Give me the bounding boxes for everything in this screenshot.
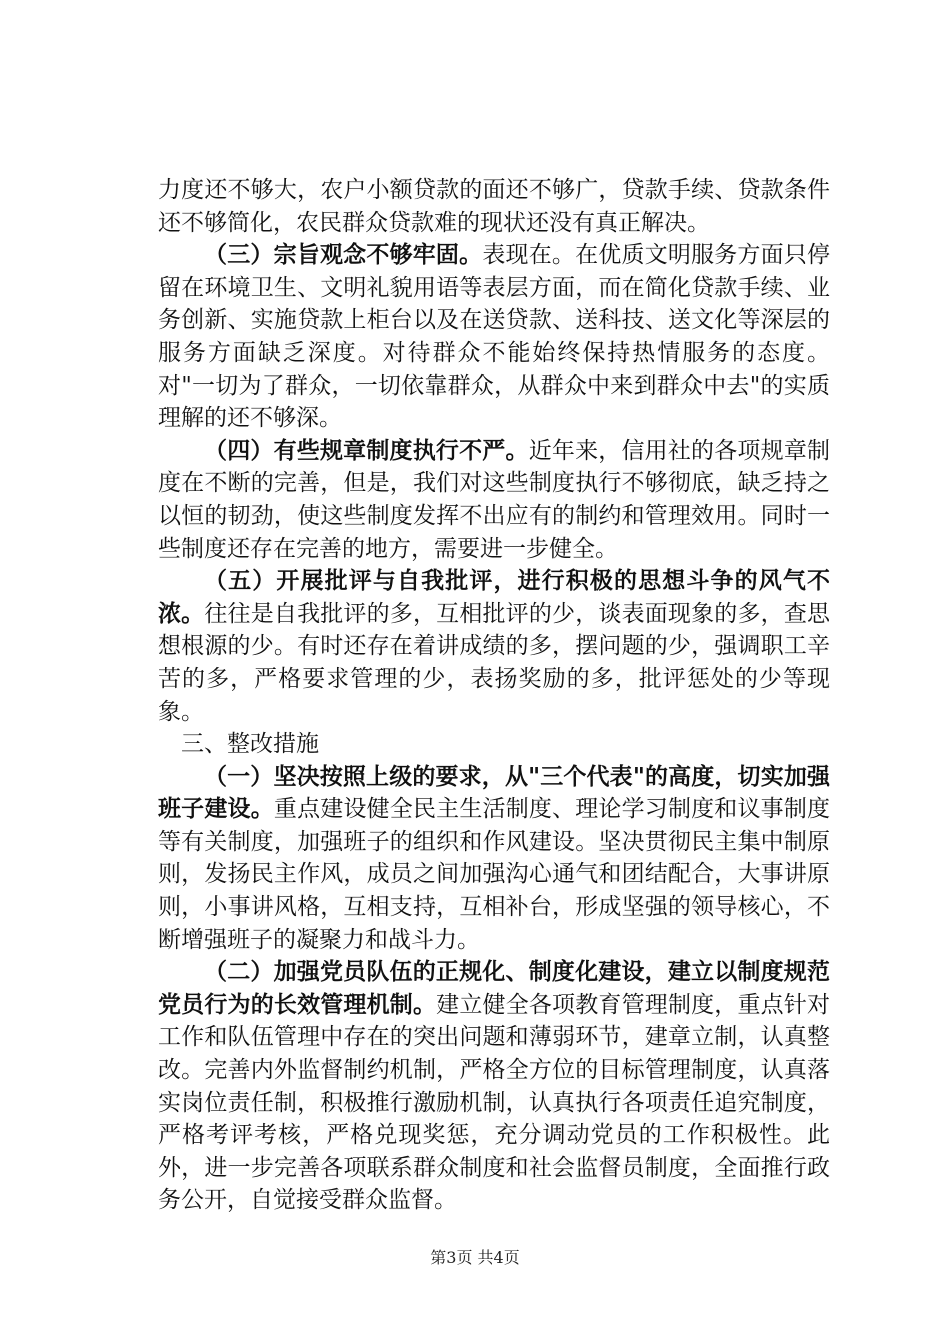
paragraph-heading: （一）坚决按照上级的要求，从"三个代表"的高度，切实加强班子建设。 (158, 762, 830, 823)
paragraph-text: 重点建设健全民主生活制度、理论学习制度和议事制度等有关制度，加强班子的组织和作风建设。坚决贯彻民主集中制原则，发扬民主作风，成员之间加强沟心通气和团结配合，大事讲原则，小事讲风格，互相支持，互相补台，形成坚强的领导核心，不断增强班子的凝聚力和战斗力。 (158, 796, 831, 953)
section-heading-text: 三、整改措施 (181, 731, 319, 758)
paragraph-heading: （三）宗旨观念不够牢固。 (204, 241, 483, 269)
paragraph-section-4 (158, 435, 830, 565)
page-footer: 第3页 共4页 (430, 1248, 520, 1267)
paragraph-heading: （四）有些规章制度执行不严。 (204, 436, 529, 464)
document-body (158, 174, 830, 1217)
paragraph-text: 建立健全各项教育管理制度，重点针对工作和队伍管理中存在的突出问题和薄弱环节，建章立制，认真整改。完善内外监督制约机制，严格全方位的目标管理制度，认真落实岗位责任制，积极推行激励机制，认真执行各项责任追究制度，严格考评考核，严格兑现奖惩，充分调动党员的工作积极性。此外，进一步完善各项联系群众制度和社会监督员制度，全面推行政务公开，自觉接受群众监督。 (158, 991, 831, 1214)
section-heading-rectification (158, 728, 830, 761)
paragraph-measure-1 (158, 761, 830, 957)
paragraph-continuation (158, 174, 830, 239)
paragraph-section-3 (158, 239, 830, 435)
paragraph-heading: （五）开展批评与自我批评，进行积极的思想斗争的风气不浓。 (158, 567, 830, 627)
paragraph-section-5 (158, 565, 830, 728)
paragraph-measure-2 (158, 956, 830, 1217)
paragraph-heading: （二）加强党员队伍的正规化、制度化建设，建立以制度规范党员行为的长效管理机制。 (158, 958, 830, 1018)
paragraph-text: 近年来，信用社的各项规章制度在不断的完善，但是，我们对这些制度执行不够彻底，缺乏持之以恒的韧劲，使这些制度发挥不出应有的制约和管理效用。同时一些制度还存在完善的地方，需要进一步健全。 (158, 437, 831, 562)
paragraph-text: 往往是自我批评的多，互相批评的少，谈表面现象的多，查思想根源的少。有时还存在着讲成绩的多，摆问题的少，强调职工辛苦的多，严格要求管理的少，表扬奖励的多，批评惩处的少等现象。 (158, 600, 831, 725)
paragraph-text: 力度还不够大，农户小额贷款的面还不够广，贷款手续、贷款条件还不够简化，农民群众贷款难的现状还没有真正解决。 (158, 177, 830, 236)
paragraph-text: 表现在。在优质文明服务方面只停留在环境卫生、文明礼貌用语等表层方面，而在简化贷款手续、业务创新、实施贷款上柜台以及在送贷款、送科技、送文化等深层的服务方面缺乏深度。对待群众不能始终保持热情服务的态度。对"一切为了群众，一切依靠群众，从群众中来到群众中去"的实质理解的还不够深。 (158, 242, 831, 432)
